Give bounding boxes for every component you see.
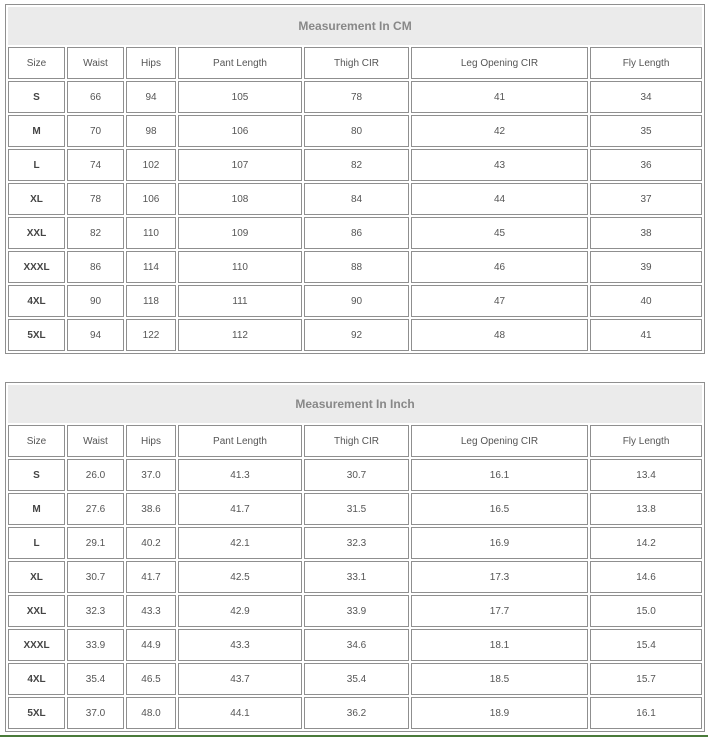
measurement-cell: 109 — [178, 217, 302, 249]
size-cell: S — [8, 81, 65, 113]
measurement-cell: 36 — [590, 149, 702, 181]
measurement-cell: 16.1 — [590, 697, 702, 729]
table-row — [8, 319, 702, 351]
measurement-cell: 15.0 — [590, 595, 702, 627]
measurement-cell: 34 — [590, 81, 702, 113]
size-cell: XL — [8, 183, 65, 215]
measurement-cell: 33.1 — [304, 561, 409, 593]
measurement-cell: 74 — [67, 149, 124, 181]
measurement-cell: 35 — [590, 115, 702, 147]
measurement-cell: 41 — [590, 319, 702, 351]
measurement-cell: 80 — [304, 115, 409, 147]
measurement-cell: 88 — [304, 251, 409, 283]
measurement-cell: 43.3 — [126, 595, 176, 627]
size-cell: XXXL — [8, 251, 65, 283]
column-header: Fly Length — [590, 47, 702, 79]
measurement-cell: 30.7 — [67, 561, 124, 593]
size-cell: 4XL — [8, 285, 65, 317]
measurement-cell: 44.9 — [126, 629, 176, 661]
column-header: Thigh CIR — [304, 47, 409, 79]
measurement-cell: 122 — [126, 319, 176, 351]
measurement-cell: 36.2 — [304, 697, 409, 729]
measurement-cell: 15.4 — [590, 629, 702, 661]
table-row — [8, 115, 702, 147]
table-row — [8, 183, 702, 215]
table-row — [8, 697, 702, 729]
measurement-cell: 45 — [411, 217, 588, 249]
measurement-cell: 112 — [178, 319, 302, 351]
size-cell: S — [8, 459, 65, 491]
measurement-cell: 42 — [411, 115, 588, 147]
measurement-cell: 38.6 — [126, 493, 176, 525]
size-cell: 4XL — [8, 663, 65, 695]
measurement-cell: 110 — [178, 251, 302, 283]
measurement-cell: 42.9 — [178, 595, 302, 627]
measurement-cell: 43.3 — [178, 629, 302, 661]
column-header: Fly Length — [590, 425, 702, 457]
column-header: Hips — [126, 425, 176, 457]
measurement-cell: 38 — [590, 217, 702, 249]
size-cell: XXL — [8, 217, 65, 249]
column-header: Size — [8, 425, 65, 457]
size-cell: M — [8, 115, 65, 147]
measurement-cell: 78 — [304, 81, 409, 113]
table-row — [8, 217, 702, 249]
table-row — [8, 149, 702, 181]
measurement-cell: 114 — [126, 251, 176, 283]
table-title: Measurement In CM — [8, 7, 702, 45]
measurement-cell: 43 — [411, 149, 588, 181]
measurement-cell: 37.0 — [67, 697, 124, 729]
measurement-cell: 106 — [126, 183, 176, 215]
column-header: Pant Length — [178, 425, 302, 457]
size-cell: XXL — [8, 595, 65, 627]
measurement-cell: 15.7 — [590, 663, 702, 695]
measurement-cell: 40.2 — [126, 527, 176, 559]
table-row — [8, 595, 702, 627]
measurement-cell: 90 — [304, 285, 409, 317]
table-header-row — [8, 47, 702, 79]
column-header: Leg Opening CIR — [411, 425, 588, 457]
measurement-cell: 39 — [590, 251, 702, 283]
measurement-cell: 46.5 — [126, 663, 176, 695]
measurement-cell: 94 — [126, 81, 176, 113]
measurement-cell: 90 — [67, 285, 124, 317]
measurement-cell: 66 — [67, 81, 124, 113]
column-header: Thigh CIR — [304, 425, 409, 457]
table-row — [8, 663, 702, 695]
measurement-cell: 118 — [126, 285, 176, 317]
table-title: Measurement In Inch — [8, 385, 702, 423]
measurement-cell: 18.1 — [411, 629, 588, 661]
measurement-cell: 14.2 — [590, 527, 702, 559]
size-cell: XXXL — [8, 629, 65, 661]
measurement-cell: 106 — [178, 115, 302, 147]
measurement-cell: 86 — [67, 251, 124, 283]
measurement-cell: 82 — [304, 149, 409, 181]
table-header-row — [8, 425, 702, 457]
table-row — [8, 285, 702, 317]
measurement-cell: 32.3 — [304, 527, 409, 559]
size-cell: 5XL — [8, 697, 65, 729]
measurement-cell: 105 — [178, 81, 302, 113]
measurement-cell: 92 — [304, 319, 409, 351]
measurement-cell: 42.1 — [178, 527, 302, 559]
measurement-cell: 30.7 — [304, 459, 409, 491]
measurement-cell: 42.5 — [178, 561, 302, 593]
measurement-cell: 14.6 — [590, 561, 702, 593]
measurement-cell: 41.7 — [178, 493, 302, 525]
measurement-cell: 18.5 — [411, 663, 588, 695]
measurement-cell: 16.9 — [411, 527, 588, 559]
measurement-cell: 40 — [590, 285, 702, 317]
measurement-cell: 94 — [67, 319, 124, 351]
measurement-cell: 44 — [411, 183, 588, 215]
measurement-cell: 84 — [304, 183, 409, 215]
column-header: Waist — [67, 47, 124, 79]
measurement-cell: 41.7 — [126, 561, 176, 593]
measurement-cell: 70 — [67, 115, 124, 147]
size-cell: 5XL — [8, 319, 65, 351]
measurement-cell: 86 — [304, 217, 409, 249]
measurement-cell: 37 — [590, 183, 702, 215]
table-row — [8, 459, 702, 491]
measurement-cell: 82 — [67, 217, 124, 249]
measurement-cell: 110 — [126, 217, 176, 249]
measurement-cell: 44.1 — [178, 697, 302, 729]
measurement-cell: 46 — [411, 251, 588, 283]
measurement-cell: 35.4 — [304, 663, 409, 695]
measurement-cell: 107 — [178, 149, 302, 181]
table-body — [8, 459, 702, 729]
column-header: Hips — [126, 47, 176, 79]
size-cell: L — [8, 149, 65, 181]
measurement-cell: 41.3 — [178, 459, 302, 491]
size-cell: XL — [8, 561, 65, 593]
measurement-cell: 27.6 — [67, 493, 124, 525]
measurement-cell: 78 — [67, 183, 124, 215]
column-header: Size — [8, 47, 65, 79]
measurement-cell: 34.6 — [304, 629, 409, 661]
table-body — [8, 81, 702, 351]
measurement-cell: 16.1 — [411, 459, 588, 491]
size-cell: L — [8, 527, 65, 559]
table-row — [8, 493, 702, 525]
table-row — [8, 527, 702, 559]
measurement-cell: 31.5 — [304, 493, 409, 525]
measurement-cell: 41 — [411, 81, 588, 113]
measurement-cell: 16.5 — [411, 493, 588, 525]
size-table-cm — [5, 4, 705, 354]
measurement-cell: 18.9 — [411, 697, 588, 729]
column-header: Pant Length — [178, 47, 302, 79]
measurement-cell: 37.0 — [126, 459, 176, 491]
table-row — [8, 251, 702, 283]
measurement-cell: 48.0 — [126, 697, 176, 729]
size-cell: M — [8, 493, 65, 525]
table-row — [8, 81, 702, 113]
column-header: Waist — [67, 425, 124, 457]
column-header: Leg Opening CIR — [411, 47, 588, 79]
measurement-cell: 98 — [126, 115, 176, 147]
measurement-cell: 111 — [178, 285, 302, 317]
measurement-cell: 13.4 — [590, 459, 702, 491]
measurement-cell: 32.3 — [67, 595, 124, 627]
measurement-cell: 17.7 — [411, 595, 588, 627]
measurement-cell: 33.9 — [67, 629, 124, 661]
table-row — [8, 561, 702, 593]
table-row — [8, 629, 702, 661]
measurement-cell: 43.7 — [178, 663, 302, 695]
measurement-cell: 29.1 — [67, 527, 124, 559]
measurement-cell: 48 — [411, 319, 588, 351]
measurement-cell: 17.3 — [411, 561, 588, 593]
measurement-cell: 35.4 — [67, 663, 124, 695]
measurement-cell: 102 — [126, 149, 176, 181]
measurement-cell: 47 — [411, 285, 588, 317]
size-table-inch — [5, 382, 705, 732]
measurement-cell: 33.9 — [304, 595, 409, 627]
measurement-cell: 26.0 — [67, 459, 124, 491]
measurement-cell: 13.8 — [590, 493, 702, 525]
measurement-cell: 108 — [178, 183, 302, 215]
